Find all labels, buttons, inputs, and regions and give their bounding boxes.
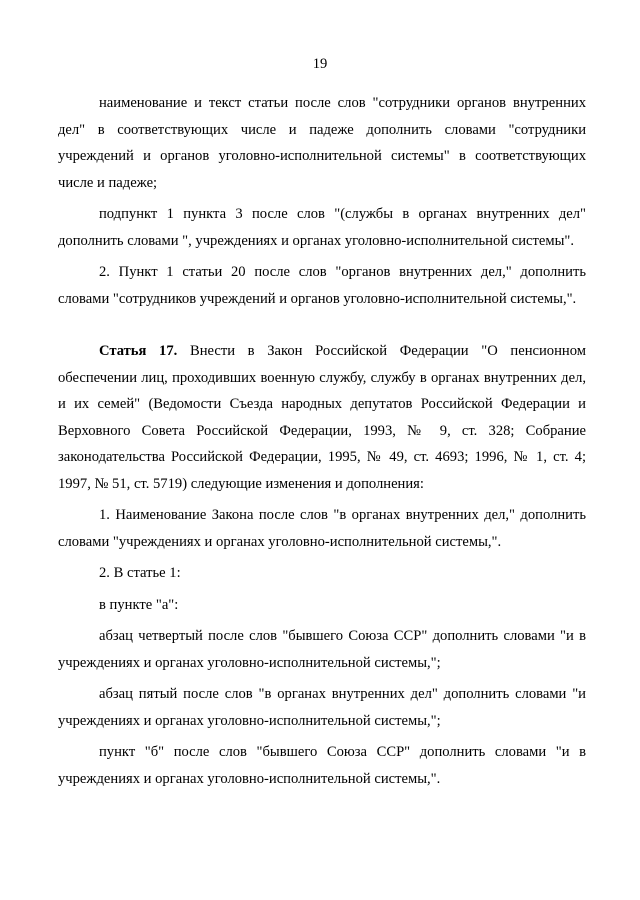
article-17-paragraph bbox=[58, 338, 586, 497]
article-17-heading: Статья 17. bbox=[99, 343, 178, 359]
list-item: 2. В статье 1: bbox=[99, 565, 181, 581]
list-item: абзац пятый после слов "в органах внутренних дел" дополнить словами "и учреждениях и органах уголовно-исполнительной системы,"; bbox=[58, 686, 586, 729]
list-item: пункт "б" после слов "бывшего Союза ССР" дополнить словами "и в учреждениях и органах уголовно-исполнительной системы,". bbox=[58, 744, 586, 787]
paragraph: подпункт 1 пункта 3 после слов "(службы в органах внутренних дел" дополнить словами ", учреждениях и органах уголовно-исполнительной системы". bbox=[58, 206, 586, 249]
list-item: 1. Наименование Закона после слов "в органах внутренних дел," дополнить словами "учреждениях и органах уголовно-исполнительной системы,". bbox=[58, 507, 586, 550]
article-17-text: Внести в Закон Российской Федерации "О пенсионном обеспечении лиц, проходивших военную службу, службу в органах внутренних дел, и их семей" (Ведомости Съезда народных депутатов Российской Федерации и Верховного Совета Российской Федерации, 1993, № 9, ст. 328; Собрание законодательства Российской Федерации, 1995, № 49, ст. 4693; 1996, № 1, ст. 4; 1997, № 51, ст. 5719) следующие изменения и дополнения: bbox=[58, 343, 586, 492]
list-item: абзац четвертый после слов "бывшего Союза ССР" дополнить словами "и в учреждениях и органах уголовно-исполнительной системы,"; bbox=[58, 628, 586, 671]
paragraph: наименование и текст статьи после слов "сотрудники органов внутренних дел" в соответствующих числе и падеже дополнить словами "сотрудники учреждений и органов уголовно-исполнительной системы" в соответствующих числе и падеже; bbox=[58, 95, 586, 191]
list-item: в пункте "а": bbox=[99, 596, 179, 613]
page-number: 19 bbox=[312, 56, 328, 72]
document-body bbox=[58, 90, 586, 792]
paragraph: 2. Пункт 1 статьи 20 после слов "органов внутренних дел," дополнить словами "сотрудников учреждений и органов уголовно-исполнительной системы,". bbox=[58, 264, 586, 307]
